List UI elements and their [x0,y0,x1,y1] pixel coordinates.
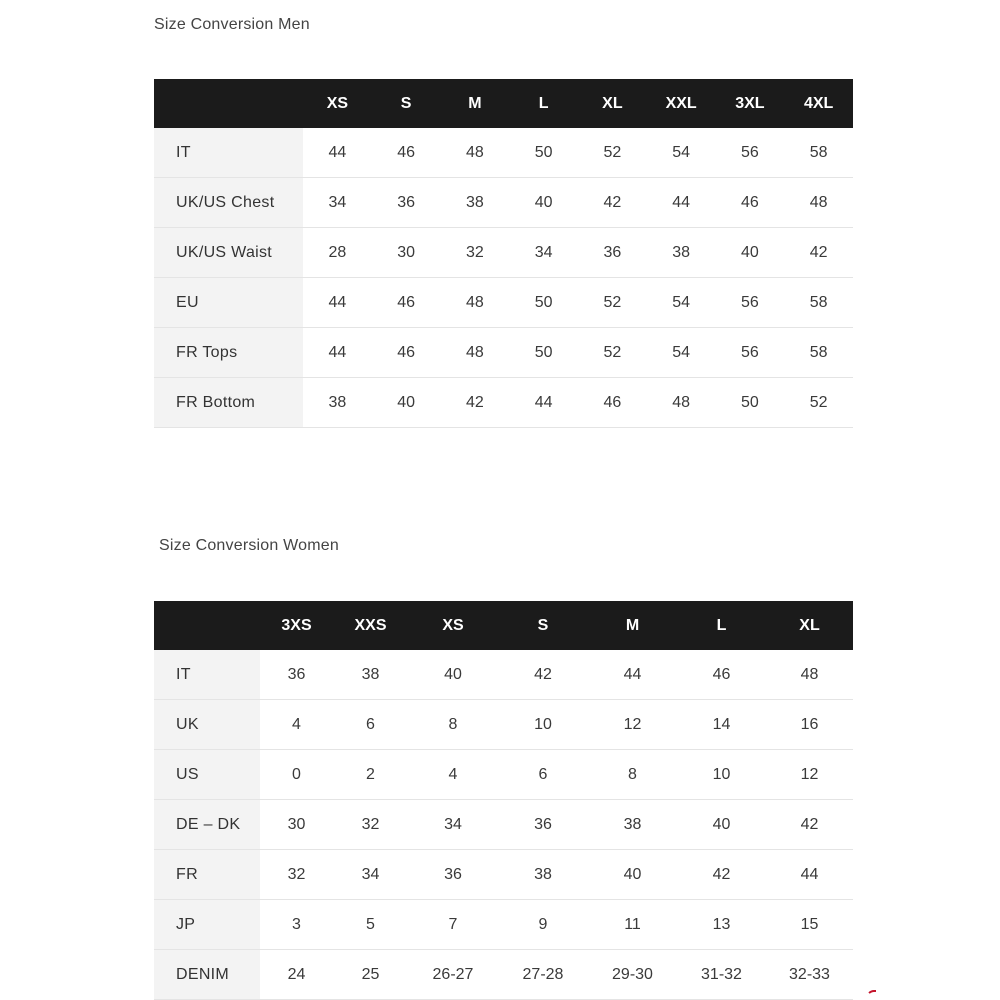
size-cell: 42 [677,850,766,900]
men-section-title: Size Conversion Men [154,16,310,33]
column-header: 3XL [716,79,785,128]
size-cell: 46 [372,128,441,178]
women-header-row [154,601,853,650]
size-cell: 44 [303,128,372,178]
size-cell: 30 [372,228,441,278]
size-cell: 50 [509,278,578,328]
size-cell: 40 [372,378,441,428]
table-row [154,228,853,278]
size-cell: 50 [509,328,578,378]
size-cell: 52 [578,328,647,378]
row-label: UK/US Waist [154,228,303,278]
size-cell: 48 [441,128,510,178]
column-header [154,79,303,128]
size-cell: 34 [303,178,372,228]
size-cell: 6 [498,750,588,800]
size-cell: 29-30 [588,950,677,1000]
size-cell: 40 [588,850,677,900]
men-size-table [154,79,853,428]
row-label: UK/US Chest [154,178,303,228]
size-cell: 44 [509,378,578,428]
size-cell: 30 [260,800,333,850]
size-cell: 4 [260,700,333,750]
size-cell: 48 [766,650,853,700]
size-cell: 27-28 [498,950,588,1000]
size-cell: 32 [260,850,333,900]
table-row [154,900,853,950]
women-section-title: Size Conversion Women [159,537,339,554]
size-cell: 12 [766,750,853,800]
size-cell: 9 [498,900,588,950]
size-cell: 44 [647,178,716,228]
size-cell: 48 [441,328,510,378]
size-cell: 2 [333,750,408,800]
row-label: US [154,750,260,800]
column-header: XS [303,79,372,128]
size-cell: 42 [441,378,510,428]
size-cell: 58 [784,278,853,328]
size-cell: 34 [333,850,408,900]
column-header [154,601,260,650]
row-label: DE – DK [154,800,260,850]
row-label: IT [154,650,260,700]
column-header: L [677,601,766,650]
size-cell: 28 [303,228,372,278]
size-cell: 42 [498,650,588,700]
column-header: 4XL [784,79,853,128]
size-cell: 34 [509,228,578,278]
size-cell: 50 [509,128,578,178]
row-label: FR [154,850,260,900]
size-cell: 56 [716,278,785,328]
row-label: FR Tops [154,328,303,378]
size-cell: 40 [677,800,766,850]
column-header: XXS [333,601,408,650]
size-cell: 54 [647,328,716,378]
size-cell: 32-33 [766,950,853,1000]
size-cell: 7 [408,900,498,950]
size-cell: 44 [303,278,372,328]
row-label: EU [154,278,303,328]
size-cell: 34 [408,800,498,850]
size-cell: 48 [647,378,716,428]
row-label: FR Bottom [154,378,303,428]
size-cell: 6 [333,700,408,750]
size-cell: 8 [588,750,677,800]
size-cell: 52 [578,278,647,328]
size-cell: 16 [766,700,853,750]
size-cell: 13 [677,900,766,950]
column-header: M [441,79,510,128]
size-cell: 4 [408,750,498,800]
table-row [154,278,853,328]
size-cell: 36 [578,228,647,278]
column-header: 3XS [260,601,333,650]
size-cell: 38 [441,178,510,228]
size-cell: 25 [333,950,408,1000]
table-row [154,850,853,900]
size-cell: 58 [784,128,853,178]
size-cell: 10 [677,750,766,800]
size-cell: 10 [498,700,588,750]
size-cell: 12 [588,700,677,750]
size-cell: 38 [333,650,408,700]
size-cell: 58 [784,328,853,378]
size-cell: 15 [766,900,853,950]
row-label: UK [154,700,260,750]
size-cell: 36 [260,650,333,700]
size-cell: 32 [333,800,408,850]
column-header: XL [766,601,853,650]
table-row [154,128,853,178]
corner-accent-mark [866,990,876,1000]
size-cell: 24 [260,950,333,1000]
size-cell: 52 [578,128,647,178]
size-cell: 42 [766,800,853,850]
column-header: XXL [647,79,716,128]
size-cell: 40 [408,650,498,700]
size-cell: 40 [716,228,785,278]
size-cell: 42 [578,178,647,228]
column-header: XL [578,79,647,128]
table-row [154,328,853,378]
size-cell: 54 [647,128,716,178]
size-cell: 8 [408,700,498,750]
column-header: S [372,79,441,128]
size-cell: 5 [333,900,408,950]
size-cell: 56 [716,128,785,178]
size-cell: 46 [372,328,441,378]
row-label: DENIM [154,950,260,1000]
table-row [154,750,853,800]
women-size-table [154,601,853,1000]
table-row [154,378,853,428]
table-row [154,178,853,228]
size-cell: 52 [784,378,853,428]
men-header-row [154,79,853,128]
size-cell: 48 [441,278,510,328]
size-cell: 44 [588,650,677,700]
table-row [154,650,853,700]
column-header: XS [408,601,498,650]
size-cell: 38 [647,228,716,278]
size-cell: 26-27 [408,950,498,1000]
size-cell: 50 [716,378,785,428]
column-header: M [588,601,677,650]
table-row [154,800,853,850]
size-cell: 11 [588,900,677,950]
size-cell: 32 [441,228,510,278]
size-cell: 42 [784,228,853,278]
size-cell: 14 [677,700,766,750]
size-cell: 3 [260,900,333,950]
size-cell: 38 [303,378,372,428]
table-row [154,700,853,750]
size-cell: 38 [588,800,677,850]
size-cell: 36 [372,178,441,228]
row-label: IT [154,128,303,178]
column-header: S [498,601,588,650]
size-cell: 46 [677,650,766,700]
size-cell: 40 [509,178,578,228]
size-cell: 46 [372,278,441,328]
row-label: JP [154,900,260,950]
size-cell: 54 [647,278,716,328]
size-cell: 31-32 [677,950,766,1000]
size-cell: 38 [498,850,588,900]
size-cell: 44 [303,328,372,378]
size-cell: 56 [716,328,785,378]
size-cell: 36 [498,800,588,850]
size-cell: 44 [766,850,853,900]
column-header: L [509,79,578,128]
table-row [154,950,853,1000]
size-cell: 46 [578,378,647,428]
size-cell: 48 [784,178,853,228]
size-cell: 36 [408,850,498,900]
size-cell: 0 [260,750,333,800]
size-cell: 46 [716,178,785,228]
